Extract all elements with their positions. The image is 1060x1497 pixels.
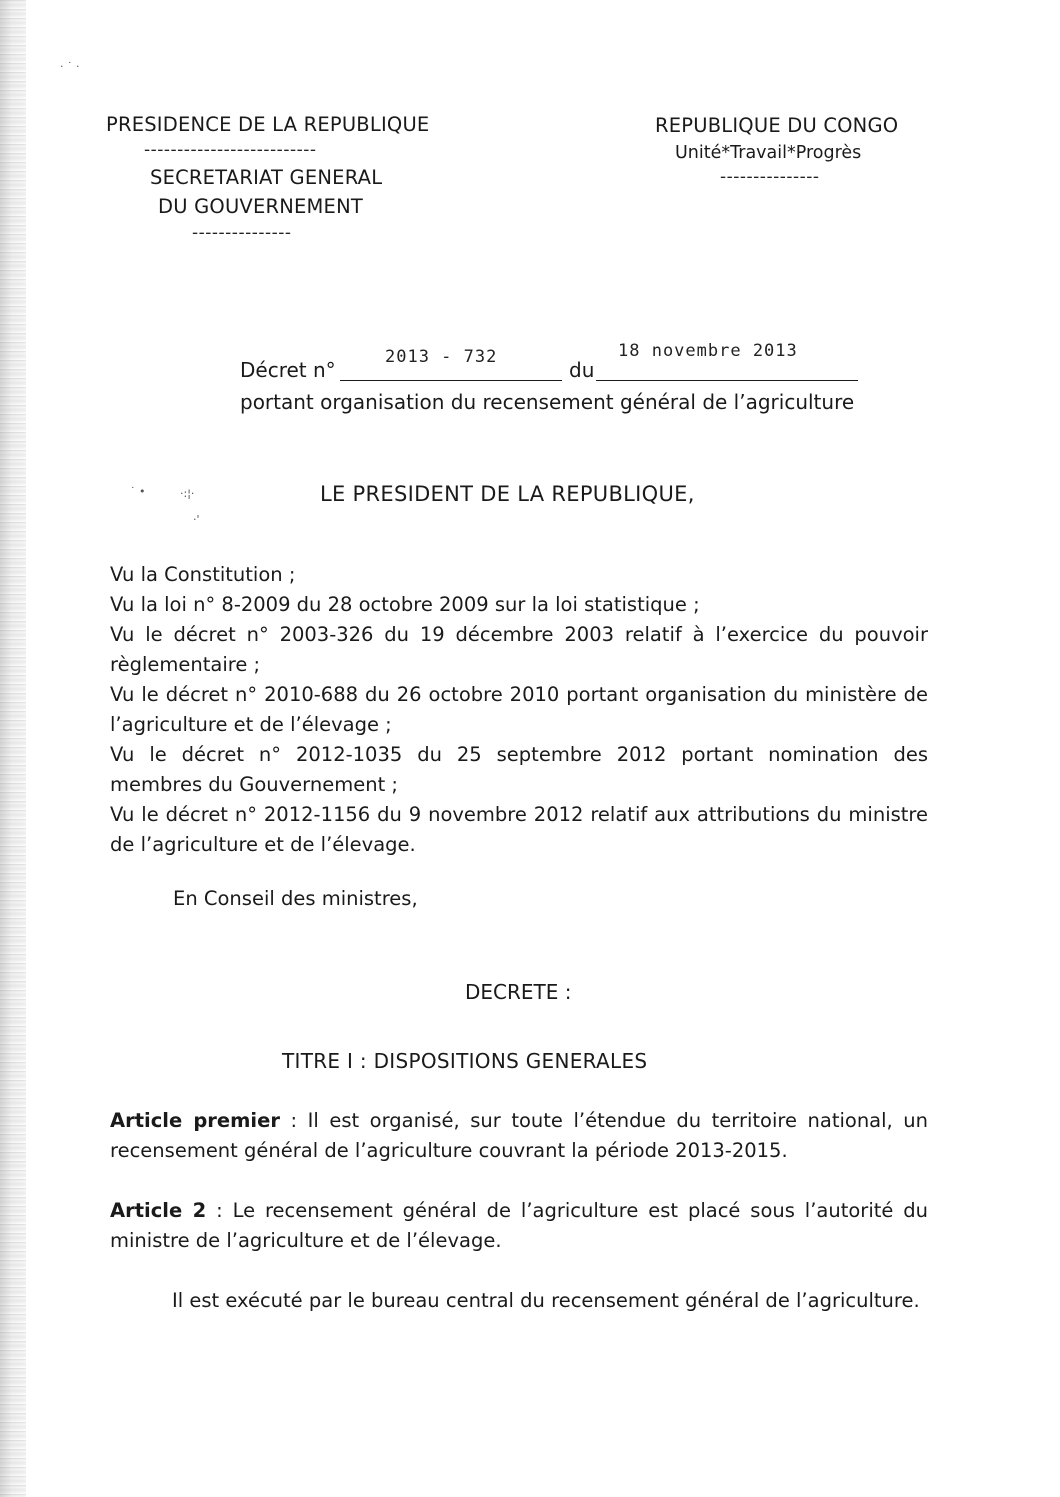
header-left-dashes1: -------------------------- bbox=[144, 140, 317, 160]
article-2 bbox=[110, 1196, 928, 1256]
visa-item: Vu la loi n° 8-2009 du 28 octobre 2009 sur la loi statistique ; bbox=[110, 593, 700, 616]
decree-date: 18 novembre 2013 bbox=[618, 341, 798, 361]
header-right-motto: Unité*Travail*Progrès bbox=[675, 143, 862, 163]
article-1-text: : Il est organisé, sur toute l’étendue du territoire national, un recensement général de l’agriculture couvrant la période 2013-2015. bbox=[110, 1109, 928, 1162]
visa-item: Vu le décret n° 2003-326 du 19 décembre 2003 relatif à l’exercice du pouvoir règlementaire ; bbox=[110, 623, 928, 676]
header-left-line1: PRESIDENCE DE LA REPUBLIQUE bbox=[106, 113, 430, 136]
article-1-label: Article premier bbox=[110, 1109, 280, 1132]
decree-number-underline bbox=[340, 380, 562, 381]
article-2-text: : Le recensement général de l’agriculture est placé sous l’autorité du ministre de l’agriculture et de l’élevage. bbox=[110, 1199, 929, 1252]
visa-item: Vu la Constitution ; bbox=[110, 563, 296, 586]
scan-edge-artifact bbox=[0, 0, 26, 1497]
decree-number-label: Décret n° bbox=[240, 358, 336, 382]
decree-date-underline bbox=[596, 380, 858, 381]
visa-item: Vu le décret n° 2012-1035 du 25 septembre 2012 portant nomination des membres du Gouvernement ; bbox=[110, 743, 928, 796]
decree-number: 2013 - 732 bbox=[385, 347, 498, 367]
decrete-heading: DECRETE : bbox=[465, 980, 572, 1004]
header-left-dashes2: --------------- bbox=[192, 223, 292, 243]
header-left-line3: DU GOUVERNEMENT bbox=[158, 195, 363, 218]
scan-speck: ·' bbox=[193, 513, 200, 526]
article-1 bbox=[110, 1106, 928, 1166]
visa-item: Vu le décret n° 2012-1156 du 9 novembre 2012 relatif aux attributions du ministre de l’agriculture et de l’élevage. bbox=[110, 803, 928, 856]
scan-speck: ˙ • bbox=[130, 485, 146, 498]
article-2-continuation: Il est exécuté par le bureau central du recensement général de l’agriculture. bbox=[172, 1289, 920, 1312]
visas-block bbox=[110, 560, 928, 860]
article-2-label: Article 2 bbox=[110, 1199, 207, 1222]
decree-subject: portant organisation du recensement général de l’agriculture bbox=[240, 390, 855, 414]
president-heading: LE PRESIDENT DE LA REPUBLIQUE, bbox=[320, 482, 695, 506]
decree-date-label: du bbox=[569, 358, 595, 382]
scan-speck: · ˙ · bbox=[60, 60, 80, 73]
visa-item: Vu le décret n° 2010-688 du 26 octobre 2010 portant organisation du ministère de l’agriculture et de l’élevage ; bbox=[110, 683, 928, 736]
header-right-line1: REPUBLIQUE DU CONGO bbox=[655, 114, 899, 137]
council-line: En Conseil des ministres, bbox=[173, 887, 418, 910]
header-right-dashes: --------------- bbox=[720, 167, 820, 187]
header-left-line2: SECRETARIAT GENERAL bbox=[150, 166, 383, 189]
titre-heading: TITRE I : DISPOSITIONS GENERALES bbox=[282, 1049, 648, 1073]
scan-speck: ·:¦· bbox=[180, 487, 195, 500]
